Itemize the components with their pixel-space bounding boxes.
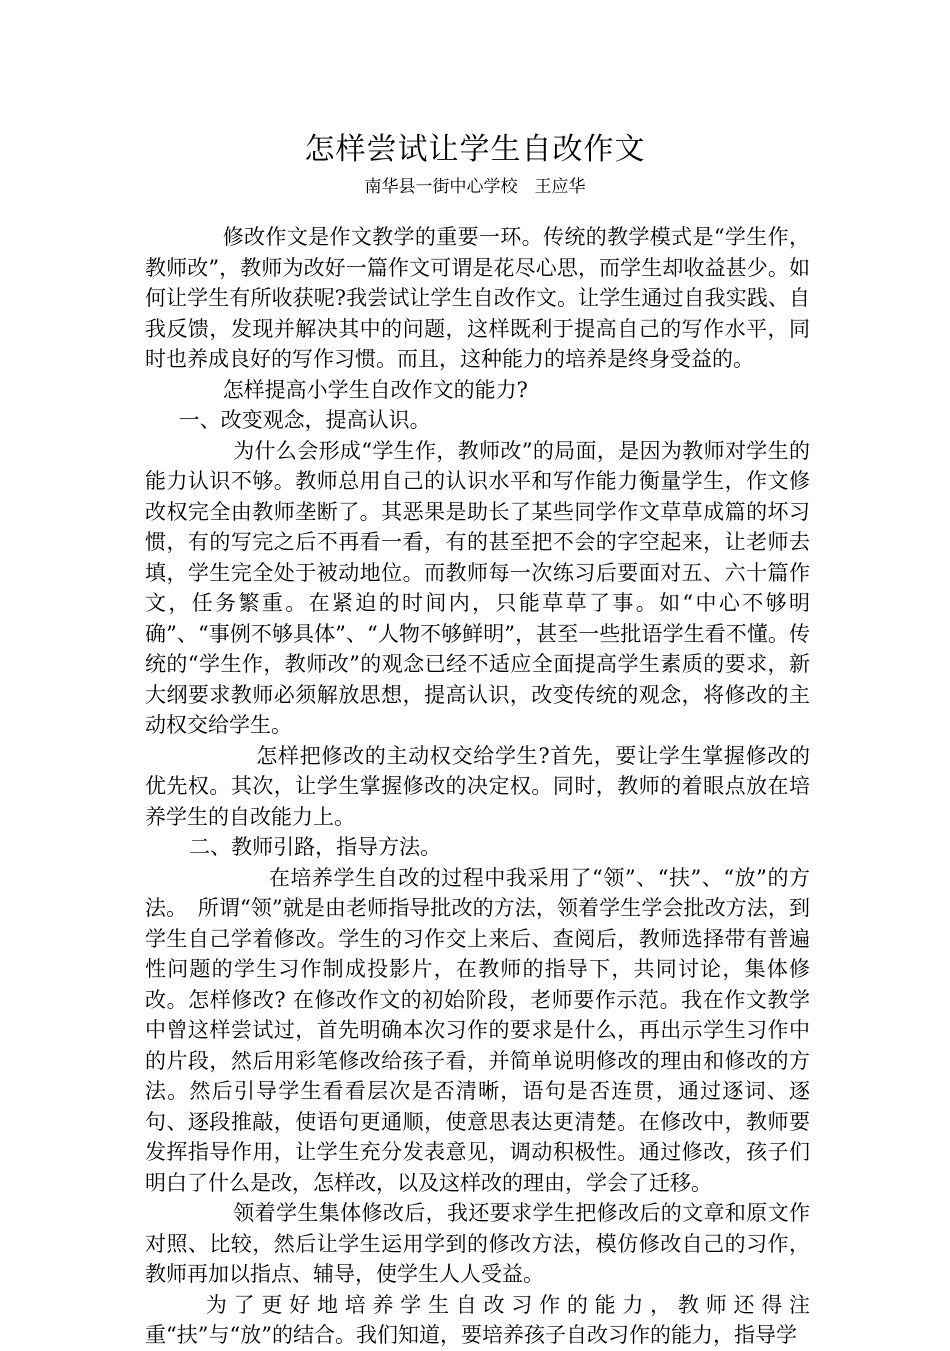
body-paragraph: 怎样把修改的主动权交给学生?首先，要让学生掌握修改的优先权。其次，让学生掌握修改的决定权。同时，教师的着眼点放在培养学生的自改能力上。: [145, 743, 810, 829]
body-paragraph: 为什么会形成“学生作，教师改”的局面，是因为教师对学生的能力认识不够。教师总用自己的认识水平和写作能力衡量学生，作文修改权完全由教师垄断了。其恶果是助长了某些同学作文草草成篇的坏习惯，有的写完之后不再看一看，有的甚至把不会的字空起来，让老师去填，学生完全处于被动地位。而教师每一次练习后要面对五、六十篇作文，任务繁重。在紧迫的时间内，只能草草了事。如“中心不够明确”、“事例不够具体”、“人物不够鲜明”，甚至一些批语学生看不懂。传统的“学生作，教师改”的观念已经不适应全面提高学生素质的要求，新大纲要求教师必须解放思想，提高认识，改变传统的观念，将修改的主动权交给学生。: [145, 438, 810, 737]
section-heading: 一、改变观念，提高认识。: [178, 408, 431, 432]
author-line: 南华县一街中心学校 王应华: [364, 177, 586, 197]
section-heading: 二、教师引路，指导方法。: [189, 835, 442, 859]
sub-heading: 怎样提高小学生自改作文的能力?: [222, 377, 528, 402]
body-paragraph: 修改作文是作文教学的重要一环。传统的教学模式是“学生作，教师改”，教师为改好一篇作文可谓是花尽心思，而学生却收益甚少。如何让学生有所收获呢?我尝试让学生自改作文。让学生通过自我实践、自我反馈，发现并解决其中的问题，这样既利于提高自己的写作水平，同时也养成良好的写作习惯。而且，这种能力的培养是终身受益的。: [145, 225, 810, 371]
document-body: [145, 222, 810, 1351]
body-paragraph: 领着学生集体修改后，我还要求学生把修改后的文章和原文作对照、比较，然后让学生运用学到的修改方法，模仿修改自己的习作，教师再加以指点、辅导，使学生人人受益。: [145, 1201, 810, 1286]
page-title: 怎样尝试让学生自改作文: [304, 132, 646, 167]
body-paragraph: 在培养学生自改的过程中我采用了“领”、“扶”、“放”的方法。 所谓“领”就是由老师指导批改的方法，领着学生学会批改方法，到学生自己学着修改。学生的习作交上来后、查阅后，教师选择带有普遍性问题的学生习作制成投影片，在教师的指导下，共同讨论，集体修改。怎样修改? 在修改作文的初始阶段，老师要作示范。我在作文教学中曾这样尝试过，首先明确本次习作的要求是什么，再出示学生习作中的片段，然后用彩笔修改给孩子看，并简单说明修改的理由和修改的方法。然后引导学生看看层次是否清晰，语句是否连贯，通过逐词、逐句、逐段推敲，使语句更通顺，使意思表达更清楚。在修改中，教师要发挥指导作用，让学生充分发表意见，调动积极性。通过修改，孩子们明白了什么是改，怎样改，以及这样改的理由，学会了迁移。: [145, 865, 810, 1195]
body-paragraph: 为了更好地培养学生自改习作的能力，教师还得注重“扶”与“放”的结合。我们知道，要培养孩子自改习作的能力，指导学: [145, 1292, 810, 1347]
